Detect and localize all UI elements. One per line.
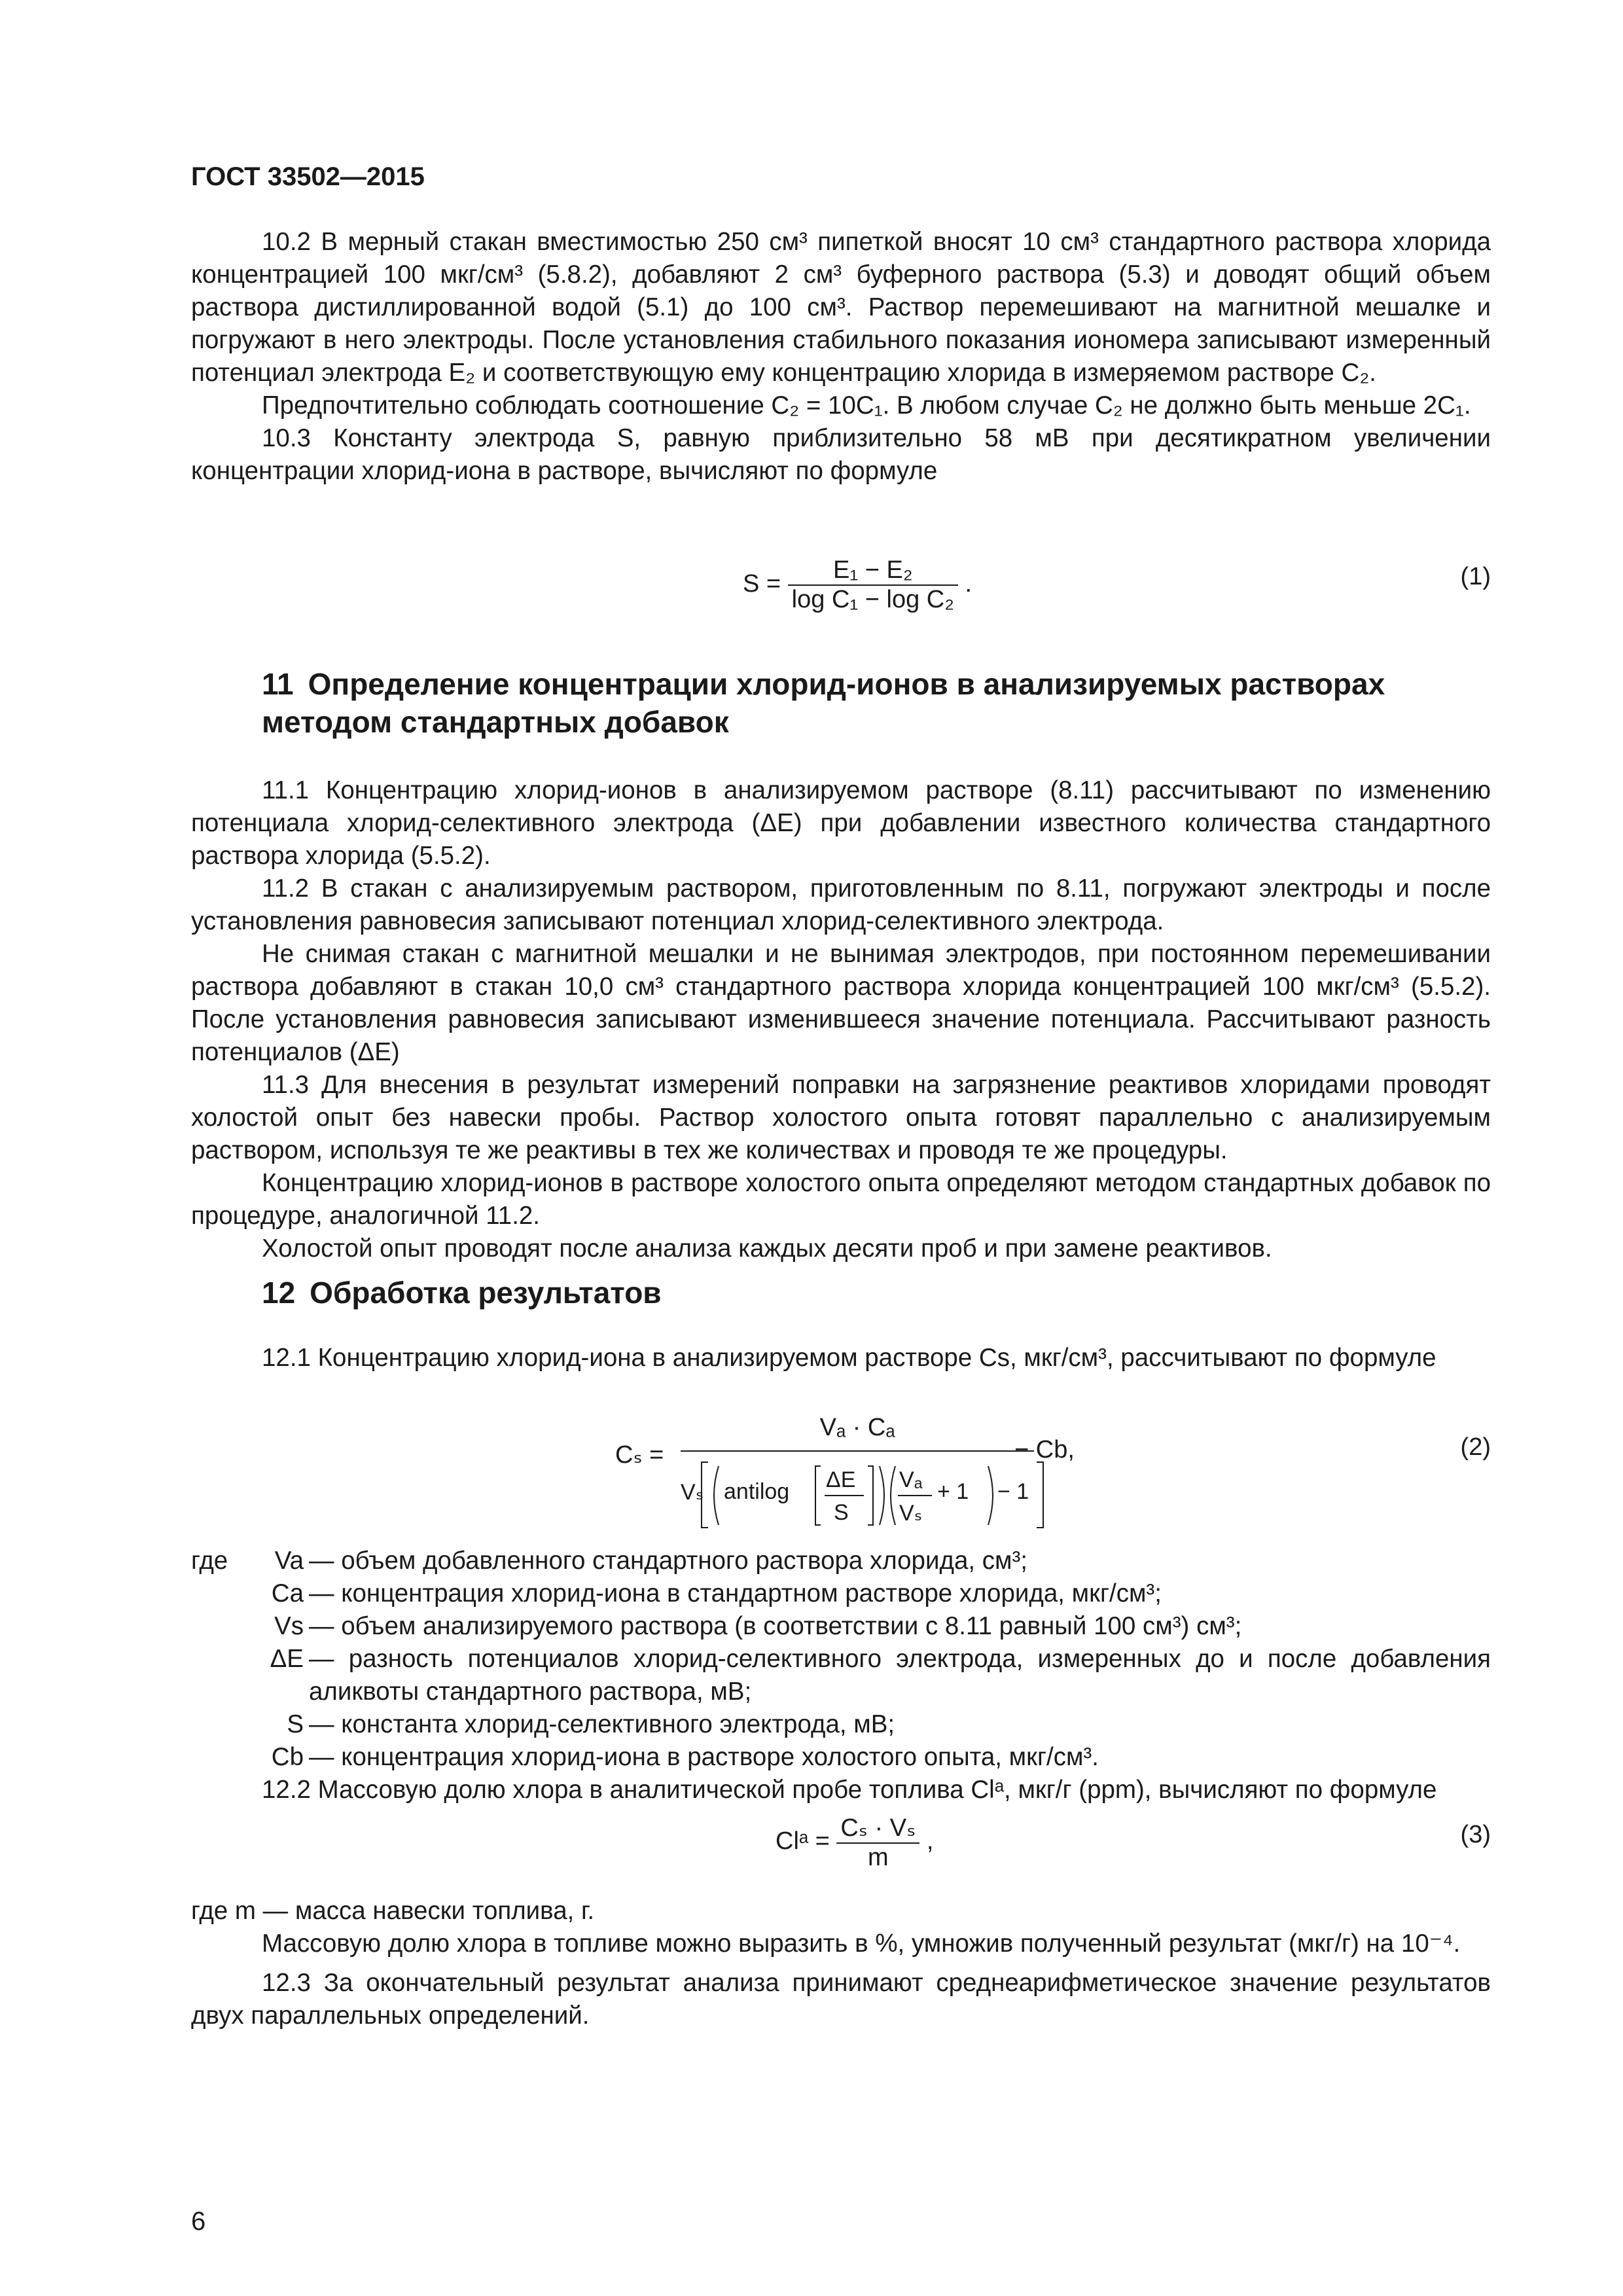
- document-id: ГОСТ 33502—2015: [191, 162, 425, 191]
- legend-text: — концентрация хлорид-иона в стандартном растворе хлорида, мкг/см³;: [309, 1579, 1162, 1607]
- closing-text: [191, 1895, 1491, 2032]
- formula-1-lhs: S =: [743, 570, 781, 598]
- formula-2-tail: − Cb,: [1014, 1436, 1075, 1463]
- legend-text: — объем добавленного стандартного раствора хлорида, см³;: [309, 1547, 1027, 1575]
- legend-text: — концентрация хлорид-иона в растворе холостого опыта, мкг/см³.: [309, 1743, 1099, 1771]
- legend-row-s: [191, 1708, 1491, 1741]
- paragraph-11-2: 11.2 В стакан с анализируемым раствором, приготовленным по 8.11, погружают электроды и после установления равновесия записывают потенциал хлорид-селективного электрода.: [191, 874, 1491, 935]
- legend-lead: где: [191, 1547, 228, 1575]
- section-12-1-text: [191, 1342, 1491, 1374]
- legend-text: — константа хлорид-селективного электрода, мВ;: [309, 1710, 895, 1738]
- formula-2-legend: [191, 1545, 1491, 1774]
- formula-3-legend: где m — масса навески топлива, г.: [191, 1897, 595, 1925]
- paragraph-11-3: 11.3 Для внесения в результат измерений поправки на загрязнение реактивов хлоридами проводят холостой опыт без навески пробы. Раствор холостого опыта готовят параллельно с анализируемым раствором, используя те же реактивы в тех же количествах и проводя те же процедуры.: [191, 1071, 1491, 1164]
- formula-2-plus-one: + 1: [937, 1479, 969, 1504]
- formula-3-tail: ,: [926, 1827, 934, 1856]
- paragraph-12-1: 12.1 Концентрацию хлорид-иона в анализируемом растворе Cs, мкг/см³, рассчитывают по формуле: [262, 1344, 1436, 1372]
- formula-2-number: (2): [1460, 1433, 1491, 1461]
- paragraph-11-2b: Не снимая стакан с магнитной мешалки и не вынимая электродов, при постоянном перемешивании раствора добавляют в стакан 10,0 см³ стандартного раствора хлорида концентрацией 100 мкг/см³ (5.5.2). После установления равновесия записывают изменившееся значение потенциала. Рассчитывают разность потенциалов (ΔE): [191, 940, 1491, 1066]
- section-11-heading: [262, 665, 1492, 741]
- paragraph-10-2: 10.2 В мерный стакан вместимостью 250 см³ пипеткой вносят 10 см³ стандартного раствора хлорида концентрацией 100 мкг/см³ (5.8.2), добавляют 2 см³ буферного раствора (5.3) и доводят общий объем раствора дистиллированной водой (5.1) до 100 см³. Раствор перемешивают на магнитной мешалке и погружают в него электроды. После установления стабильного показания иономера записывают измеренный потенциал электрода E₂ и соответствующую ему концентрацию хлорида в измеряемом растворе C₂.: [191, 228, 1491, 387]
- formula-3-denominator: m: [867, 1844, 889, 1871]
- paragraph-mass-fraction: Массовую долю хлора в топливе можно выразить в %, умножив полученный результат (мкг/г) на 10⁻⁴.: [262, 1929, 1461, 1958]
- paragraph-12-2-block: [191, 1774, 1491, 1806]
- section-12-heading: [262, 1274, 1492, 1312]
- formula-2-vs2: Vₛ: [899, 1501, 923, 1526]
- formula-3-fraction: [836, 1813, 919, 1872]
- paragraph-11-3b: Концентрацию хлорид-ионов в растворе холостого опыта определяют методом стандартных добавок по процедуре, аналогичной 11.2.: [191, 1169, 1491, 1230]
- legend-symbol: Vs: [274, 1612, 304, 1640]
- formula-2: [615, 1414, 1126, 1532]
- formula-2-va: Vₐ: [899, 1467, 923, 1492]
- legend-text: — объем анализируемого раствора (в соответствии с 8.11 равный 100 см³) см³;: [309, 1612, 1242, 1640]
- formula-1-numerator: E₁ − E₂: [788, 556, 958, 586]
- paragraph-12-3: 12.3 За окончательный результат анализа принимают среднеарифметическое значение результатов двух параллельных определений.: [191, 1969, 1491, 2030]
- section-11-title: Определение концентрации хлорид-ионов в анализируемых растворах методом стандартных добавок: [262, 667, 1385, 739]
- formula-2-minus-one: − 1: [997, 1479, 1029, 1504]
- legend-row-va: [191, 1545, 1491, 1577]
- legend-row-ca: [191, 1577, 1491, 1610]
- legend-row-cb: [191, 1741, 1491, 1774]
- legend-symbol: Va: [274, 1547, 304, 1575]
- legend-symbol: Cb: [271, 1743, 304, 1771]
- section-11-text: [191, 774, 1491, 1265]
- section-11-number: 11: [262, 667, 294, 701]
- legend-symbol: ΔE: [270, 1645, 304, 1673]
- formula-1-denominator: log C₁ − log C₂: [791, 586, 954, 613]
- formula-2-antilog: antilog: [724, 1479, 790, 1504]
- formula-2-fraction-bar: [681, 1450, 1034, 1452]
- section-10-text: [191, 226, 1491, 488]
- formula-1: [743, 556, 972, 614]
- formula-2-lhs: Cₛ =: [615, 1441, 664, 1469]
- paragraph-10-3: 10.3 Константу электрода S, равную приблизительно 58 мВ при десятикратном увеличении концентрации хлорид-иона в растворе, вычисляют по формуле: [191, 424, 1491, 485]
- legend-row-delta-e: [191, 1643, 1491, 1708]
- paragraph-ratio: Предпочтительно соблюдать соотношение C₂ = 10C₁. В любом случае C₂ не должно быть меньше 2C₁.: [262, 391, 1471, 420]
- legend-symbol: Ca: [271, 1579, 304, 1607]
- formula-2-numerator: Vₐ · Cₐ: [819, 1414, 895, 1441]
- formula-1-fraction: [788, 556, 958, 614]
- section-12-title: Обработка результатов: [310, 1276, 662, 1310]
- section-12-number: 12: [262, 1276, 296, 1310]
- formula-3-lhs: Clᵃ =: [776, 1827, 830, 1856]
- legend-row-vs: [191, 1610, 1491, 1643]
- page-number: 6: [191, 2207, 206, 2236]
- formula-3-number: (3): [1460, 1821, 1491, 1848]
- paragraph-11-3c: Холостой опыт проводят после анализа каждых десяти проб и при замене реактивов.: [262, 1234, 1272, 1263]
- formula-3: [776, 1813, 933, 1872]
- formula-2-den-vs: Vₛ: [681, 1480, 704, 1505]
- paragraph-11-1: 11.1 Концентрацию хлорид-ионов в анализируемом растворе (8.11) рассчитывают по изменению потенциала хлорид-селективного электрода (ΔE) при добавлении известного количества стандартного раствора хлорида (5.5.2).: [191, 776, 1491, 870]
- formula-2-s: S: [834, 1500, 849, 1525]
- paragraph-12-2: 12.2 Массовую долю хлора в аналитической пробе топлива Clᵃ, мкг/г (ppm), вычисляют по формуле: [262, 1776, 1437, 1804]
- legend-text: — разность потенциалов хлорид-селективного электрода, измеренных до и после добавления аликвоты стандартного раствора, мВ;: [309, 1645, 1491, 1706]
- formula-2-delta-e: ΔE: [826, 1467, 856, 1492]
- formula-3-numerator: Cₛ · Vₛ: [836, 1813, 919, 1844]
- formula-1-number: (1): [1460, 563, 1491, 590]
- formula-1-tail: .: [965, 570, 972, 598]
- legend-symbol: S: [287, 1710, 304, 1738]
- formula-2-denominator: [681, 1460, 1047, 1532]
